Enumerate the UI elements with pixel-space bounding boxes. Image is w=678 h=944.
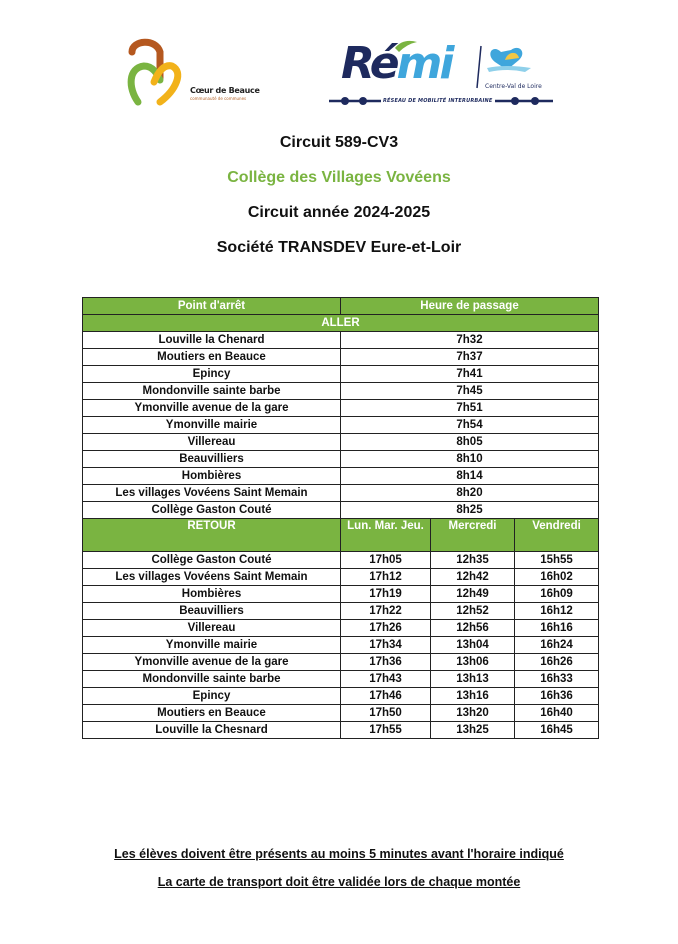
- retour-row: [83, 654, 599, 671]
- remi-word-accent: mi: [396, 38, 452, 89]
- retour-row: [83, 671, 599, 688]
- time-vendredi: 16h26: [515, 654, 599, 671]
- remi-logo: [325, 38, 557, 108]
- pass-time: 8h05: [341, 434, 599, 451]
- retour-header-row: [83, 519, 599, 552]
- time-mercredi: 12h49: [431, 586, 515, 603]
- aller-row: [83, 502, 599, 519]
- stop-name: Mondonville sainte barbe: [83, 671, 341, 688]
- time-lun-mar-jeu: 17h34: [341, 637, 431, 654]
- stop-name: Les villages Vovéens Saint Memain: [83, 485, 341, 502]
- remi-wordmark: [341, 40, 451, 88]
- company-title: Société TRANSDEV Eure-et-Loir: [216, 239, 462, 256]
- pass-time: 7h37: [341, 349, 599, 366]
- stop-name: Ymonville avenue de la gare: [83, 400, 341, 417]
- aller-row: [83, 383, 599, 400]
- retour-row: [83, 688, 599, 705]
- time-lun-mar-jeu: 17h55: [341, 722, 431, 739]
- note-arrival: Les élèves doivent être présents au moins 5 minutes avant l'horaire indiqué: [114, 847, 564, 861]
- time-lun-mar-jeu: 17h05: [341, 552, 431, 569]
- retour-row: [83, 586, 599, 603]
- retour-row: [83, 722, 599, 739]
- aller-row: [83, 400, 599, 417]
- time-vendredi: 16h02: [515, 569, 599, 586]
- stop-name: Moutiers en Beauce: [83, 705, 341, 722]
- aller-row: [83, 332, 599, 349]
- aller-row: [83, 468, 599, 485]
- schedule-table: [82, 297, 599, 739]
- time-mercredi: 13h06: [431, 654, 515, 671]
- stop-name: Villereau: [83, 434, 341, 451]
- time-vendredi: 15h55: [515, 552, 599, 569]
- pass-time: 8h20: [341, 485, 599, 502]
- retour-col-header: Lun. Mar. Jeu.: [341, 519, 431, 552]
- pass-time: 8h14: [341, 468, 599, 485]
- pass-time: 7h51: [341, 400, 599, 417]
- time-lun-mar-jeu: 17h12: [341, 569, 431, 586]
- time-vendredi: 16h12: [515, 603, 599, 620]
- time-mercredi: 13h13: [431, 671, 515, 688]
- retour-row: [83, 552, 599, 569]
- stop-name: Ymonville avenue de la gare: [83, 654, 341, 671]
- stop-name: Louville la Chenard: [83, 332, 341, 349]
- pass-time: 7h45: [341, 383, 599, 400]
- stop-name: Ymonville mairie: [83, 417, 341, 434]
- aller-row: [83, 451, 599, 468]
- stop-name: Ymonville mairie: [83, 637, 341, 654]
- time-mercredi: 12h42: [431, 569, 515, 586]
- stop-name: Villereau: [83, 620, 341, 637]
- time-vendredi: 16h33: [515, 671, 599, 688]
- time-mercredi: 13h16: [431, 688, 515, 705]
- time-lun-mar-jeu: 17h22: [341, 603, 431, 620]
- time-mercredi: 12h52: [431, 603, 515, 620]
- stop-name: Mondonville sainte barbe: [83, 383, 341, 400]
- stop-name: Collège Gaston Couté: [83, 552, 341, 569]
- year-title: Circuit année 2024-2025: [247, 204, 431, 221]
- aller-row: [83, 485, 599, 502]
- stop-name: Beauvilliers: [83, 451, 341, 468]
- coeur-de-beauce-logo: [126, 38, 260, 108]
- retour-row: [83, 705, 599, 722]
- pass-time: 8h10: [341, 451, 599, 468]
- stop-name: Hombières: [83, 468, 341, 485]
- stop-name: Beauvilliers: [83, 603, 341, 620]
- circuit-title: Circuit 589-CV3: [279, 134, 399, 151]
- coeur-de-beauce-name: Cœur de Beauce: [190, 86, 260, 95]
- note-card: La carte de transport doit être validée lors de chaque montée: [157, 875, 521, 889]
- time-vendredi: 16h16: [515, 620, 599, 637]
- school-title: Collège des Villages Vovéens: [227, 169, 451, 186]
- time-mercredi: 13h04: [431, 637, 515, 654]
- aller-label: ALLER: [83, 315, 599, 332]
- heart-logo-icon: [126, 38, 190, 108]
- stop-name: Collège Gaston Couté: [83, 502, 341, 519]
- retour-row: [83, 620, 599, 637]
- pass-time: 8h25: [341, 502, 599, 519]
- retour-row: [83, 569, 599, 586]
- stop-name: Hombières: [83, 586, 341, 603]
- retour-row: [83, 637, 599, 654]
- time-lun-mar-jeu: 17h50: [341, 705, 431, 722]
- retour-col-header: Mercredi: [431, 519, 515, 552]
- aller-row: [83, 349, 599, 366]
- col-header-stop: Point d'arrêt: [83, 298, 341, 315]
- time-lun-mar-jeu: 17h19: [341, 586, 431, 603]
- time-lun-mar-jeu: 17h36: [341, 654, 431, 671]
- time-vendredi: 16h40: [515, 705, 599, 722]
- pass-time: 7h32: [341, 332, 599, 349]
- pass-time: 7h54: [341, 417, 599, 434]
- pass-time: 7h41: [341, 366, 599, 383]
- time-vendredi: 16h36: [515, 688, 599, 705]
- time-mercredi: 13h20: [431, 705, 515, 722]
- table-header-row: [83, 298, 599, 315]
- remi-tagline: RÉSEAU DE MOBILITÉ INTERURBAINE: [383, 98, 493, 104]
- stop-name: Moutiers en Beauce: [83, 349, 341, 366]
- aller-row: [83, 417, 599, 434]
- time-lun-mar-jeu: 17h43: [341, 671, 431, 688]
- time-lun-mar-jeu: 17h46: [341, 688, 431, 705]
- time-mercredi: 12h35: [431, 552, 515, 569]
- time-mercredi: 12h56: [431, 620, 515, 637]
- stop-name: Epincy: [83, 688, 341, 705]
- time-lun-mar-jeu: 17h26: [341, 620, 431, 637]
- aller-section-row: [83, 315, 599, 332]
- time-vendredi: 16h45: [515, 722, 599, 739]
- aller-row: [83, 434, 599, 451]
- time-vendredi: 16h24: [515, 637, 599, 654]
- time-vendredi: 16h09: [515, 586, 599, 603]
- retour-label: RETOUR: [83, 519, 341, 552]
- time-mercredi: 13h25: [431, 722, 515, 739]
- remi-region: Centre-Val de Loire: [485, 83, 542, 90]
- remi-word-main: Ré: [341, 38, 397, 89]
- coeur-de-beauce-subtitle: communauté de communes: [190, 96, 247, 101]
- retour-row: [83, 603, 599, 620]
- col-header-time: Heure de passage: [341, 298, 599, 315]
- stop-name: Les villages Vovéens Saint Memain: [83, 569, 341, 586]
- retour-col-header: Vendredi: [515, 519, 599, 552]
- stop-name: Louville la Chesnard: [83, 722, 341, 739]
- aller-row: [83, 366, 599, 383]
- stop-name: Epincy: [83, 366, 341, 383]
